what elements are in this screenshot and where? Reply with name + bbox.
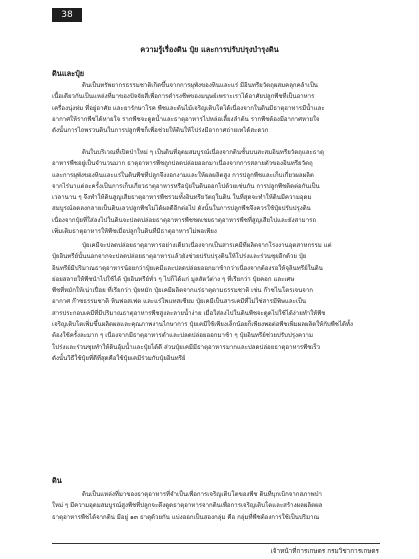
- text-line: เครื่องนุ่งห่ม ที่อยู่อาศัย และยารักษาโรค พืชและต้นไม้เจริญเติบโตได้เนื่องจากในดินมีธาตุอาหารมีน้ำและ: [52, 104, 325, 112]
- text-line: ดินในบริเวณที่เปิดป่าใหม่ ๆ เป็นดินที่อุดมสมบูรณ์เนื่องจากดินชั้นบนสะสมอินทรียวัตถุและธาตุ: [82, 149, 324, 156]
- text-line: เจริญเติบโตเพิ่มขึ้นผลิตผลและคุณภาพงานไกษาการ ปุ๋ยเคมีใช้เพียงเล็กน้อยก็เพียงพอต่อพืชเพิ่มผลผลิตให้กับพืชได้ทั้ง: [52, 321, 353, 329]
- page-footer: เจ้าหน้าที่การเกษตร กรมวิชาการเกษตร: [270, 547, 379, 555]
- text-line: ดินเป็นทรัพยากรธรรมชาติเกิดขึ้นจากการผุพังของหินและแร่ มีอินทรียวัตถุผสมคลุกคล้าเป็น: [82, 82, 318, 89]
- paragraph-1: [52, 80, 374, 136]
- text-line: ดังนั้นวิธีใช้ปุ๋ยที่ดีที่สุดคือใช้ปุ๋ยเคมีร่วมกับปุ๋ยอินทรีย์: [52, 354, 186, 362]
- text-line: เนื้อเดียวกันเป็นแหล่งที่มาของปัจจัยสี่เพื่อการดำรงชีพของมนุษย์เพราะเราได้อาศัยปลูกพืชที่เป็นอาหาร: [52, 93, 315, 101]
- text-line: อากาศ ก๊าซธรรมชาติ หินฟอสเฟต และแร่โพแทสเซียม ปุ๋ยเคมีเป็นสารเคมีที่ไม่ใช่สารมีพิษและเป็น: [52, 298, 307, 306]
- text-line: โปร่งและร่วนซุยทำให้ดินอุ้มน้ำและปุ๋ยได้ดี ส่วนปุ๋ยเคมีมีธาตุอาหารมากและปลดปล่อยธาตุอาหารพืชเร็ว: [52, 343, 321, 351]
- text-line: ดังนั้นการไถพรวนดินในการปลูกพืชก็เพื่อช่วยให้ดินให้โปร่งมีอากาศถ่ายเทได้สะดวก: [52, 127, 269, 135]
- text-line: ต้องใช้ครั้งละมาก ๆ เนื่องจากมีธาตุอาหารต่ำและปลดปล่อยออกมาช้า ๆ ปุ๋ยอินทรีย์ช่วยปรับปรุงความ: [52, 332, 313, 340]
- text-line: พืชที่หมักให้เน่าเปื่อย ที่เรียกว่า ปุ๋ยหมัก ปุ๋ยเคมีผลิตจากแร่ธาตุตามธรรมชาติ เช่น ก๊าซไนโตรเจนจาก: [52, 287, 313, 295]
- page-title: ความรู้เรื่องดิน ปุ๋ย และการปรับปรุงบำรุงดิน: [140, 45, 279, 54]
- paragraph-2: [52, 147, 374, 237]
- page-number-badge: 38: [52, 8, 82, 22]
- text-line: ดินเป็นแหล่งที่มาของธาตุอาหารที่จำเป็นเพื่อการเจริญเติบโตของพืช ดินที่บุกเบิกจากสภาพป่า: [82, 491, 322, 498]
- text-line: เพิ่มเติมธาตุอาหารให้พืชเมื่อปลูกในดินที่มีธาตุอาหารไม่พอเพียง: [52, 228, 217, 236]
- footer-divider: [52, 543, 380, 544]
- text-line: เวลานาน ๆ จึงทำให้ดินสูญเสียธาตุอาหารพืชรวมทั้งอินทรียวัตถุในดิน ในที่สุดจะทำให้ดินมีความอุดม: [52, 194, 312, 202]
- text-line: จากไร่นาแต่ละครั้งเป็นการเก็บเกี่ยวธาตุอาหารหรือปุ๋ยในดินออกไปด้วยเช่นกัน การปลูกพืชติดต่อกันเป็น: [52, 182, 320, 190]
- text-line: และการผุพังของหินและแร่ในดินพืชที่ปลูกจึงงอกงามและให้ผลผลิตสูง การปลูกพืชและเก็บเกี่ยวผลผลิต: [52, 171, 314, 179]
- text-line: ปุ๋ยเคมีจะปลดปล่อยธาตุอาหารอย่างเดียวเนื่องจากเป็นสารเคมีที่ผลิตจากโรงงานอุตสาหกรรม แต่: [82, 242, 332, 249]
- text-line: สารประกอบเคมีที่มีปริมาณธาตุอาหารพืชสูงละลายน้ำง่าย เมื่อใส่ลงไปในดินพืชจะดูดไปใช้ได้ง่ายทำให้พืช: [52, 309, 326, 317]
- section-heading-soil: ดิน: [52, 476, 62, 485]
- text-line: ธาตุอาหารพืชได้จากดิน มีอยู่ ๑๓ ธาตุด้วยกัน แบ่งออกเป็นสองกลุ่ม คือ กลุ่มที่พืชต้องการใช้เป็นปริมาณ: [52, 513, 320, 521]
- paragraph-4: [52, 489, 374, 523]
- text-line: เนื่องจากปุ๋ยที่ใส่ลงไปในดินจะปลดปล่อยธาตุอาหารพืชชดเชยธาตุอาหารพืชที่สูญเสียไปและยังสามารถ: [52, 216, 317, 224]
- paragraph-3: [52, 240, 374, 364]
- text-line: อากาศให้รากพืชได้หายใจ รากพืชจะดูดน้ำและธาตุอาหารไปหล่อเลี้ยงลำต้น รากพืชต้องมีอากาศหายใจ: [52, 115, 320, 123]
- text-line: ใหม่ ๆ มีความอุดมสมบูรณ์สูงพืชที่ปลูกจะดึงดูดธาตุอาหารจากดินเพื่อการเจริญเติบโตและสร้างผลผลิตผล: [52, 502, 323, 510]
- text-line: อาหารพืชอยู่เป็นจำนวนมาก ธาตุอาหารพืชถูกปลดปล่อยออกมาเนื่องจากการสลายตัวของอินทรียวัตถุ: [52, 160, 313, 168]
- text-line: ปุ๋ยอินทรีย์นั้นนอกจากจะปลดปล่อยธาตุอาหารแล้วยังช่วยปรับปรุงดินให้โปร่งและร่วนซุยอีกด้วย ปุ๋ย: [52, 253, 307, 261]
- text-line: ย่อยสลายให้พืชนำไปใช้ได้ ปุ๋ยอินทรีย์ทั่ว ๆ ไปก็ได้แก่ มูลสัตว์ต่าง ๆ ที่เรียกว่า ปุ๋ยคอก และเศษ: [52, 275, 295, 283]
- section-heading-soil-and-fertilizer: ดินและปุ๋ย: [52, 69, 85, 78]
- text-line: สมบูรณ์ลดลงกลายเป็นดินเลวปลูกพืชไม่ได้ผลดีอีกต่อไป ดังนั้นในการปลูกพืชจึงควรใช้ปุ๋ยปรับปรุงดิน: [52, 205, 311, 213]
- text-line: อินทรีย์มีปริมาณธาตุอาหารน้อยกว่าปุ๋ยเคมีและปลดปล่อยออกมาช้ากว่าเนื่องจากต้องรอให้จุลินทรีย์ในดิน: [52, 264, 323, 272]
